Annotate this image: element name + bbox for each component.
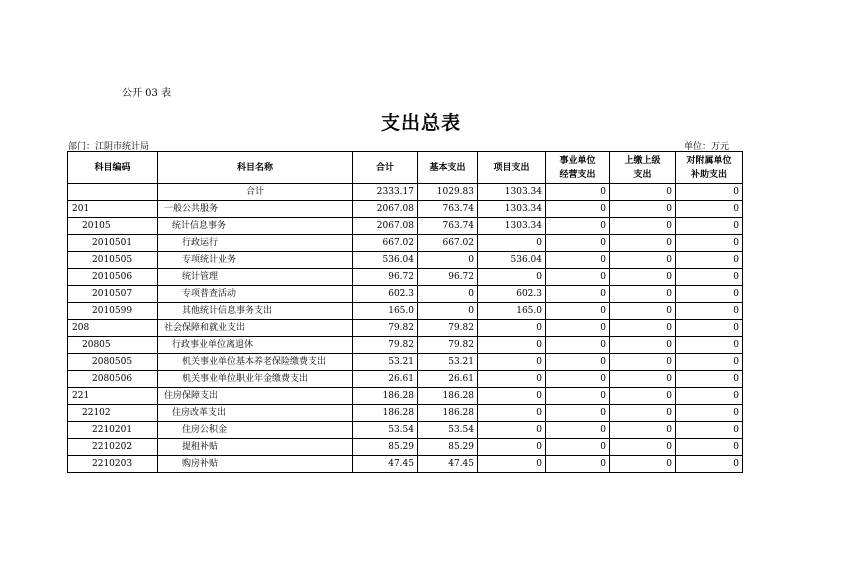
basic-cell: 96.72 [418, 269, 478, 286]
subsidy-cell: 0 [676, 320, 743, 337]
basic-cell: 85.29 [418, 439, 478, 456]
name-cell: 住房公积金 [158, 422, 353, 439]
basic-cell: 1029.83 [418, 184, 478, 201]
code-cell: 22102 [68, 405, 158, 422]
subsidy-cell: 0 [676, 405, 743, 422]
name-cell: 机关事业单位基本养老保险缴费支出 [158, 354, 353, 371]
page-title: 支出总表 [380, 112, 461, 134]
total-cell: 47.45 [353, 456, 418, 473]
basic-cell: 47.45 [418, 456, 478, 473]
subsidy-cell: 0 [676, 439, 743, 456]
name-cell: 合计 [158, 184, 353, 201]
name-cell: 统计管理 [158, 269, 353, 286]
subsidy-cell: 0 [676, 354, 743, 371]
subsidy-cell: 0 [676, 252, 743, 269]
upper-cell: 0 [610, 184, 676, 201]
header-cell: 上缴上级 支出 [610, 152, 676, 184]
subsidy-cell: 0 [676, 218, 743, 235]
subsidy-cell: 0 [676, 337, 743, 354]
upper-cell: 0 [610, 218, 676, 235]
basic-cell: 0 [418, 252, 478, 269]
header-cell: 科目名称 [158, 152, 353, 184]
upper-cell: 0 [610, 235, 676, 252]
basic-cell: 667.02 [418, 235, 478, 252]
basic-cell: 763.74 [418, 218, 478, 235]
code-cell: 2210201 [68, 422, 158, 439]
table-row [68, 320, 743, 337]
code-cell: 2010507 [68, 286, 158, 303]
upper-cell: 0 [610, 269, 676, 286]
basic-cell: 79.82 [418, 320, 478, 337]
upper-cell: 0 [610, 252, 676, 269]
code-cell: 20805 [68, 337, 158, 354]
basic-cell: 79.82 [418, 337, 478, 354]
table-row [68, 286, 743, 303]
total-cell: 667.02 [353, 235, 418, 252]
name-cell: 住房改革支出 [158, 405, 353, 422]
name-cell: 统计信息事务 [158, 218, 353, 235]
business-cell: 0 [546, 235, 610, 252]
total-cell: 53.54 [353, 422, 418, 439]
business-cell: 0 [546, 405, 610, 422]
subsidy-cell: 0 [676, 388, 743, 405]
upper-cell: 0 [610, 371, 676, 388]
total-cell: 96.72 [353, 269, 418, 286]
header-cell: 合计 [353, 152, 418, 184]
upper-cell: 0 [610, 388, 676, 405]
total-cell: 536.04 [353, 252, 418, 269]
table-row [68, 201, 743, 218]
total-row [68, 184, 743, 201]
project-cell: 0 [478, 405, 546, 422]
business-cell: 0 [546, 439, 610, 456]
name-cell: 购房补贴 [158, 456, 353, 473]
code-cell: 208 [68, 320, 158, 337]
code-cell: 2080505 [68, 354, 158, 371]
business-cell: 0 [546, 337, 610, 354]
project-cell: 0 [478, 439, 546, 456]
business-cell: 0 [546, 371, 610, 388]
subsidy-cell: 0 [676, 201, 743, 218]
project-cell: 536.04 [478, 252, 546, 269]
total-cell: 26.61 [353, 371, 418, 388]
project-cell: 0 [478, 371, 546, 388]
business-cell: 0 [546, 252, 610, 269]
table-row [68, 354, 743, 371]
basic-cell: 53.54 [418, 422, 478, 439]
business-cell: 0 [546, 388, 610, 405]
total-cell: 602.3 [353, 286, 418, 303]
code-cell: 221 [68, 388, 158, 405]
project-cell: 165.0 [478, 303, 546, 320]
project-cell: 0 [478, 354, 546, 371]
header-cell: 事业单位 经营支出 [546, 152, 610, 184]
subsidy-cell: 0 [676, 184, 743, 201]
code-cell: 2010506 [68, 269, 158, 286]
code-cell: 2210203 [68, 456, 158, 473]
name-cell: 社会保障和就业支出 [158, 320, 353, 337]
code-cell: 2010505 [68, 252, 158, 269]
table-row [68, 337, 743, 354]
project-cell: 1303.34 [478, 184, 546, 201]
business-cell: 0 [546, 456, 610, 473]
total-cell: 53.21 [353, 354, 418, 371]
header-cell: 科目编码 [68, 152, 158, 184]
table-row [68, 235, 743, 252]
subsidy-cell: 0 [676, 456, 743, 473]
name-cell: 专项普查活动 [158, 286, 353, 303]
project-cell: 1303.34 [478, 201, 546, 218]
table-row [68, 269, 743, 286]
header-cell: 项目支出 [478, 152, 546, 184]
project-cell: 1303.34 [478, 218, 546, 235]
code-cell: 20105 [68, 218, 158, 235]
code-cell: 201 [68, 201, 158, 218]
table-row [68, 218, 743, 235]
project-cell: 0 [478, 456, 546, 473]
header-row [68, 152, 743, 184]
code-cell: 2080506 [68, 371, 158, 388]
form-number: 公开 03 表 [122, 88, 172, 99]
business-cell: 0 [546, 184, 610, 201]
upper-cell: 0 [610, 405, 676, 422]
total-cell: 165.0 [353, 303, 418, 320]
basic-cell: 0 [418, 303, 478, 320]
name-cell: 行政事业单位离退休 [158, 337, 353, 354]
code-cell: 2010599 [68, 303, 158, 320]
subsidy-cell: 0 [676, 235, 743, 252]
subsidy-cell: 0 [676, 422, 743, 439]
subsidy-cell: 0 [676, 371, 743, 388]
name-cell: 住房保障支出 [158, 388, 353, 405]
code-cell: 2210202 [68, 439, 158, 456]
total-cell: 85.29 [353, 439, 418, 456]
basic-cell: 26.61 [418, 371, 478, 388]
upper-cell: 0 [610, 354, 676, 371]
name-cell: 提租补贴 [158, 439, 353, 456]
project-cell: 0 [478, 269, 546, 286]
header-cell: 对附属单位 补助支出 [676, 152, 743, 184]
project-cell: 602.3 [478, 286, 546, 303]
table-row [68, 252, 743, 269]
table-row [68, 405, 743, 422]
basic-cell: 0 [418, 286, 478, 303]
upper-cell: 0 [610, 201, 676, 218]
upper-cell: 0 [610, 303, 676, 320]
table-row [68, 388, 743, 405]
project-cell: 0 [478, 337, 546, 354]
business-cell: 0 [546, 201, 610, 218]
upper-cell: 0 [610, 439, 676, 456]
total-cell: 2067.08 [353, 218, 418, 235]
department-label: 部门：江阴市统计局 [68, 142, 150, 152]
table-row [68, 439, 743, 456]
code-cell: 2010501 [68, 235, 158, 252]
business-cell: 0 [546, 354, 610, 371]
total-cell: 186.28 [353, 405, 418, 422]
business-cell: 0 [546, 269, 610, 286]
business-cell: 0 [546, 320, 610, 337]
subsidy-cell: 0 [676, 269, 743, 286]
total-cell: 186.28 [353, 388, 418, 405]
expenditure-table [67, 151, 743, 473]
upper-cell: 0 [610, 337, 676, 354]
table-row [68, 422, 743, 439]
basic-cell: 53.21 [418, 354, 478, 371]
project-cell: 0 [478, 320, 546, 337]
subsidy-cell: 0 [676, 286, 743, 303]
project-cell: 0 [478, 388, 546, 405]
table-row [68, 371, 743, 388]
upper-cell: 0 [610, 456, 676, 473]
table-row [68, 303, 743, 320]
name-cell: 行政运行 [158, 235, 353, 252]
upper-cell: 0 [610, 422, 676, 439]
basic-cell: 186.28 [418, 405, 478, 422]
total-cell: 79.82 [353, 337, 418, 354]
business-cell: 0 [546, 218, 610, 235]
business-cell: 0 [546, 303, 610, 320]
name-cell: 一般公共服务 [158, 201, 353, 218]
code-cell [68, 184, 158, 201]
basic-cell: 763.74 [418, 201, 478, 218]
basic-cell: 186.28 [418, 388, 478, 405]
header-cell: 基本支出 [418, 152, 478, 184]
total-cell: 2333.17 [353, 184, 418, 201]
name-cell: 机关事业单位职业年金缴费支出 [158, 371, 353, 388]
project-cell: 0 [478, 422, 546, 439]
upper-cell: 0 [610, 320, 676, 337]
subsidy-cell: 0 [676, 303, 743, 320]
total-cell: 2067.08 [353, 201, 418, 218]
table-row [68, 456, 743, 473]
unit-label: 单位：万元 [684, 142, 730, 152]
business-cell: 0 [546, 286, 610, 303]
name-cell: 专项统计业务 [158, 252, 353, 269]
name-cell: 其他统计信息事务支出 [158, 303, 353, 320]
business-cell: 0 [546, 422, 610, 439]
total-cell: 79.82 [353, 320, 418, 337]
upper-cell: 0 [610, 286, 676, 303]
project-cell: 0 [478, 235, 546, 252]
